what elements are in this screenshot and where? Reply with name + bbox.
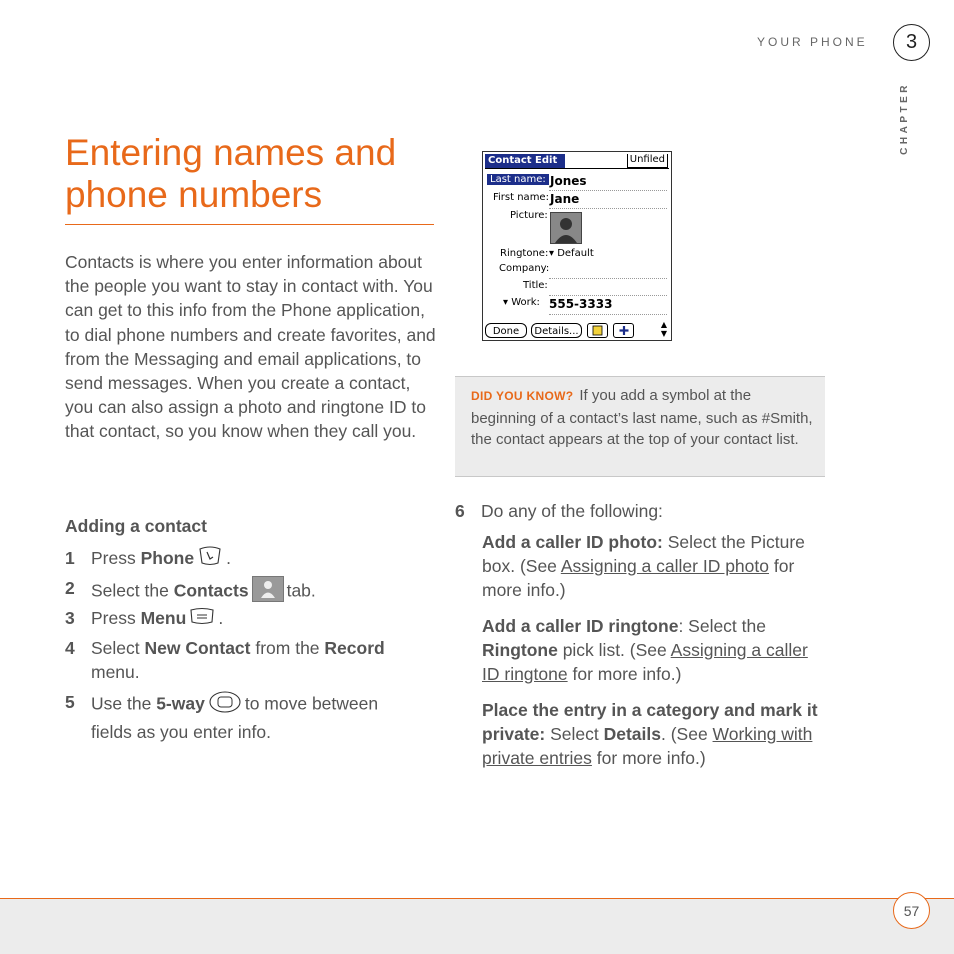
title-label: Title: [523,280,548,291]
ringtone-label: Ringtone: [500,248,549,259]
phone-type-picker[interactable] [503,297,540,308]
step-number: 2 [65,578,75,598]
step-text-mid: from the [250,638,325,658]
ringtone-label: Ringtone [482,640,558,660]
step-text-end: tab. [286,580,316,601]
add-field-button[interactable] [613,323,634,338]
picture-box[interactable] [550,212,582,244]
did-you-know-tip [455,376,825,477]
step-number: 3 [65,608,75,628]
step-text-end: . [218,608,224,628]
menu-key-icon [189,607,215,631]
step-text-line2: fields as you enter info. [91,722,271,742]
item-text: Select [545,724,604,744]
phone-key-label: Phone [140,548,195,568]
title-underline [485,168,669,169]
adding-contact-heading: Adding a contact [65,516,207,536]
work-value[interactable]: 555-3333 [549,297,613,311]
ringtone-value: Default [557,248,594,259]
first-name-value[interactable]: Jane [550,192,580,206]
note-button[interactable] [587,323,608,338]
step-6-intro: Do any of the following: [481,501,663,521]
step-number: 4 [65,638,75,658]
page-footer [0,898,954,954]
note-icon [592,325,604,336]
last-name-label: Last name: [487,174,549,185]
caller-id-photo-item [482,530,822,602]
item-text-end: for more info.) [567,664,682,684]
ringtone-picker[interactable] [549,248,594,259]
item-text: Select the Picture box. (See [482,532,805,576]
item-text-mid: pick list. (See [557,640,671,660]
new-contact-label: New Contact [144,638,251,658]
step-4 [65,636,445,686]
step-number: 6 [455,501,465,521]
field-line [549,190,667,191]
step-text: Use the [91,693,157,714]
scroll-arrows-icon[interactable]: ▲ ▼ [660,320,667,338]
caller-id-ringtone-heading: Add a caller ID ringtone [482,616,679,636]
caller-id-ringtone-item [482,614,822,686]
field-line [549,314,667,315]
intro-paragraph: Contacts is where you enter information about the people you want to stay in contact with. You can get to this info from the Phone application, to dial phone numbers and create favorites, and from the Messaging and email applications, to send messages. When you create a contact, you can also assign a photo and ringtone ID to that contact, so you know when they call you. [65,252,436,442]
company-label: Company: [499,263,550,274]
dropdown-arrow-icon: ▾ [503,297,512,308]
contact-edit-screenshot [482,151,672,341]
details-label: Details [603,724,661,744]
person-silhouette-icon [551,213,581,243]
assigning-caller-id-photo-link[interactable]: Assigning a caller ID photo [560,556,769,576]
private-entry-heading: Place the entry in a category and mark it private: [482,700,818,744]
item-text: : Select the [678,616,766,636]
tip-text: If you add a symbol at the beginning of a contact’s last name, such as #Smith, the contact appears at the top of your contact list. [471,387,813,448]
chapter-number-badge: 3 [893,24,930,61]
field-line [549,208,667,209]
tip-heading: DID YOU KNOW? [471,389,574,403]
step-text-end: . [226,548,231,568]
private-entry-item [482,698,822,770]
done-button[interactable]: Done [485,323,527,338]
chapter-label-vertical [899,82,923,166]
step-text: Select the [91,580,174,601]
step-text-end: to move between [244,693,379,714]
five-way-label: 5-way [156,693,205,714]
item-text-end: for more info.) [482,556,795,600]
step-text: Press [91,608,141,628]
field-line [549,278,667,279]
phone-key-icon [197,546,223,572]
caller-id-photo-heading: Add a caller ID photo: [482,532,663,552]
page-number: 57 [893,892,930,929]
five-way-icon [208,690,242,720]
field-line [549,295,667,296]
page-title: Entering names and phone numbers [65,132,397,215]
item-text-end: for more info.) [591,748,706,768]
menu-key-label: Menu [140,608,187,628]
step-text-end: menu. [91,662,140,682]
step-number: 5 [65,692,75,712]
assigning-caller-id-ringtone-link[interactable]: Assigning a caller ID ringtone [482,640,808,684]
contact-edit-title: Contact Edit [485,154,565,168]
dropdown-arrow-icon: ▾ [549,248,558,259]
picture-label: Picture: [510,210,548,221]
first-name-label: First name: [493,192,549,203]
step-text: Press [91,548,141,568]
contacts-tab-icon [252,576,284,608]
step-5 [65,690,445,740]
title-divider [65,224,434,225]
category-picker[interactable]: Unfiled [627,154,668,168]
last-name-value[interactable]: Jones [550,174,587,188]
section-title: YOUR PHONE [757,35,868,49]
details-button[interactable]: Details... [531,323,582,338]
work-label: Work: [511,297,540,308]
item-text-mid: . (See [660,724,713,744]
record-label: Record [324,638,385,658]
working-with-private-entries-link[interactable]: Working with private entries [482,724,813,768]
contacts-label: Contacts [173,580,249,601]
plus-icon [618,325,630,336]
step-text: Select [91,638,145,658]
step-number: 1 [65,548,75,568]
chapter-label: CHAPTER [899,82,910,155]
